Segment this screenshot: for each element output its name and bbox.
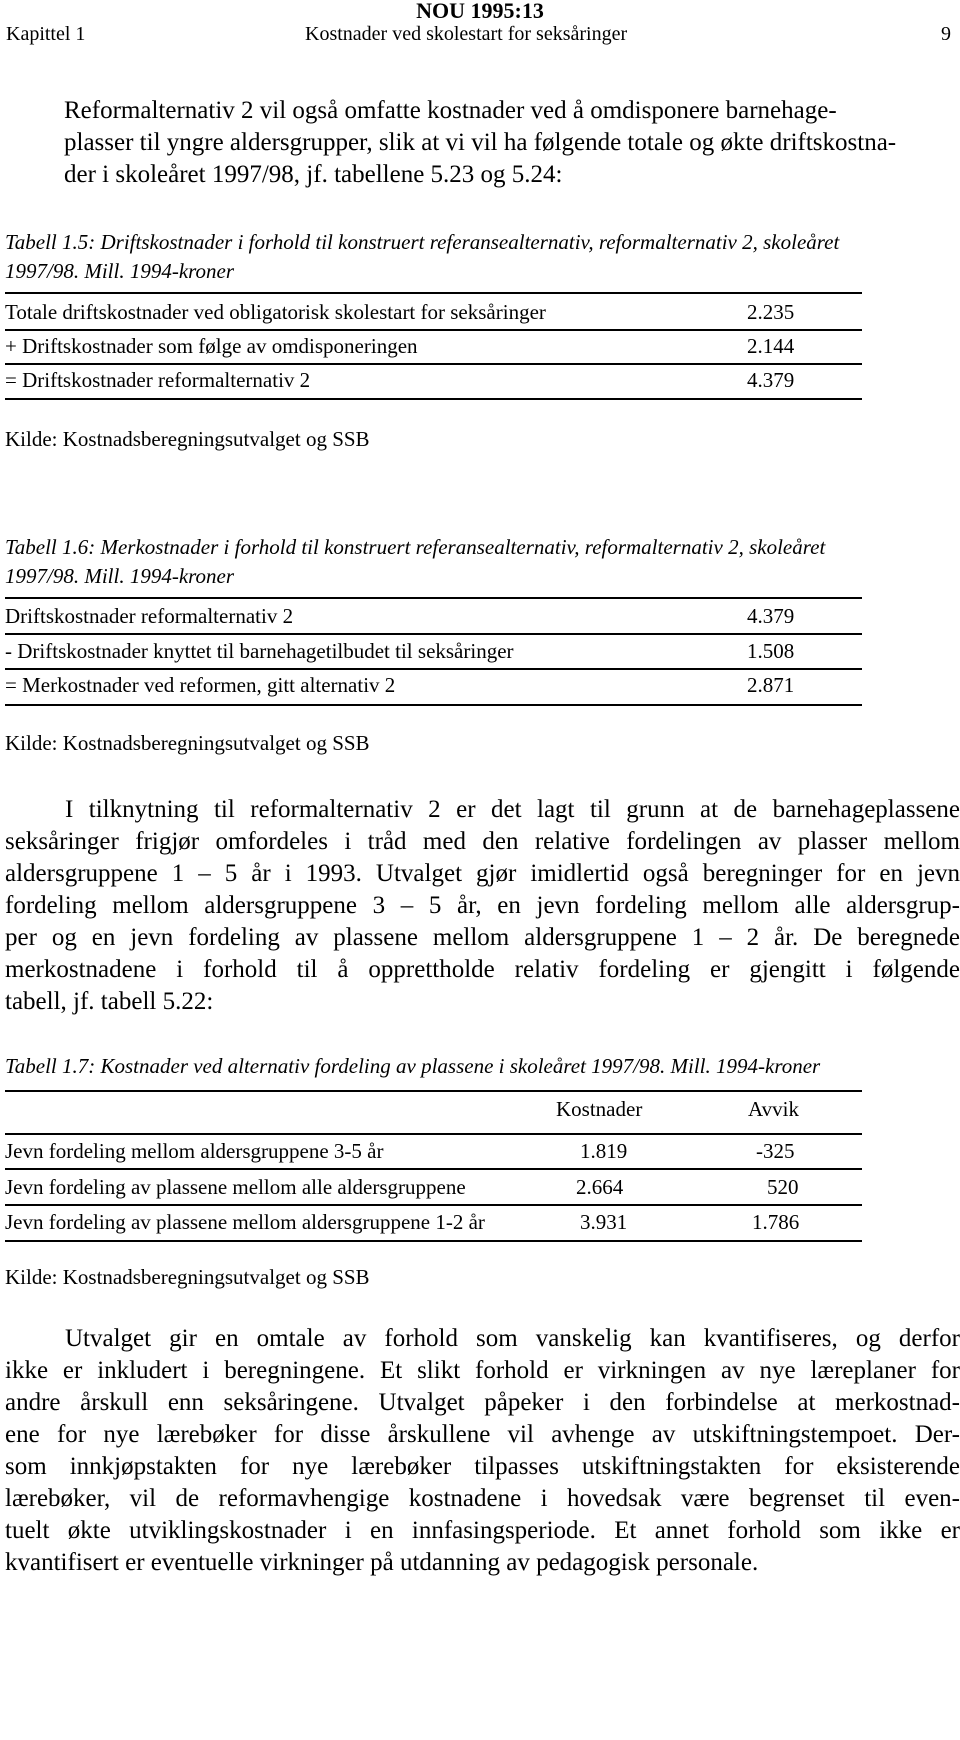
text-line: plasser til yngre aldersgrupper, slik at vi vil ha følgende totale og økte driftskostna- xyxy=(64,129,897,156)
text-line: aldersgruppene 1 – 5 år i 1993. Utvalget gjør imidlertid også beregninger for en jevn xyxy=(5,860,960,887)
table-rule xyxy=(5,1204,862,1206)
table-source: Kilde: Kostnadsberegningsutvalget og SSB xyxy=(5,731,370,755)
column-header-deviation: Avvik xyxy=(748,1097,799,1121)
intro-paragraph xyxy=(64,95,944,191)
table-row-value: 4.379 xyxy=(747,368,795,392)
report-number: NOU 1995:13 xyxy=(416,0,544,23)
table-cell-cost: 3.931 xyxy=(580,1210,628,1234)
body-paragraph xyxy=(5,1323,960,1579)
table-row-value: 2.235 xyxy=(747,300,795,324)
table-row-label: + Driftskostnader som følge av omdisponeringen xyxy=(5,334,418,358)
table-1-7-caption xyxy=(5,1052,820,1081)
column-header-costs: Kostnader xyxy=(556,1097,643,1121)
chapter-label: Kapittel 1 xyxy=(6,23,86,45)
table-row-label: Jevn fordeling av plassene mellom alle aldersgruppene xyxy=(5,1175,466,1199)
table-rule xyxy=(5,398,862,400)
table-cell-deviation: 520 xyxy=(767,1175,799,1199)
text-line: Utvalget gir en omtale av forhold som vanskelig kan kvantifiseres, og derfor xyxy=(65,1325,960,1352)
table-1-6-caption xyxy=(5,533,825,591)
table-rule xyxy=(5,1090,862,1092)
table-rule xyxy=(5,1240,862,1242)
table-cell-cost: 1.819 xyxy=(580,1139,628,1163)
text-line: som innkjøpstakten for nye lærebøker tilpasses utskiftningstakten for eksisterende xyxy=(5,1453,960,1480)
text-line: der i skoleåret 1997/98, jf. tabellene 5.23 og 5.24: xyxy=(64,161,563,188)
caption-line: Tabell 1.7: Kostnader ved alternativ fordeling av plassene i skoleåret 1997/98. Mill. 1994-kroner xyxy=(5,1054,821,1078)
table-row-value: 2.144 xyxy=(747,334,795,358)
text-line: tuelt økte utviklingskostnader i en innfasingsperiode. Et annet forhold som ikke er xyxy=(5,1517,960,1544)
table-rule xyxy=(5,1133,862,1135)
section-title: Kostnader ved skolestart for seksåringer xyxy=(305,23,628,45)
table-rule xyxy=(5,597,862,599)
caption-line: Tabell 1.5: Driftskostnader i forhold til konstruert referansealternativ, reformalternativ 2, skoleåret xyxy=(5,230,840,254)
caption-line: Tabell 1.6: Merkostnader i forhold til konstruert referansealternativ, reformalternativ 2, skoleåret xyxy=(5,535,826,559)
table-row-label: - Driftskostnader knyttet til barnehagetilbudet til seksåringer xyxy=(5,639,514,663)
table-cell-deviation: 1.786 xyxy=(752,1210,800,1234)
table-row-label: Jevn fordeling av plassene mellom aldersgruppene 1-2 år xyxy=(5,1210,485,1234)
table-rule xyxy=(5,363,862,365)
table-row-label: = Driftskostnader reformalternativ 2 xyxy=(5,368,311,392)
table-row-value: 4.379 xyxy=(747,604,795,628)
table-rule xyxy=(5,668,862,670)
text-line: kvantifisert er eventuelle virkninger på utdanning av pedagogisk personale. xyxy=(5,1549,759,1576)
table-row-value: 1.508 xyxy=(747,639,795,663)
table-row-label: Driftskostnader reformalternativ 2 xyxy=(5,604,294,628)
text-line: ene for nye lærebøker for disse årskullene vil avhenge av utskiftningstempoet. Der- xyxy=(5,1421,960,1448)
table-rule xyxy=(5,329,862,331)
table-row-label: Totale driftskostnader ved obligatorisk skolestart for seksåringer xyxy=(5,300,546,324)
table-cell-cost: 2.664 xyxy=(576,1175,624,1199)
table-rule xyxy=(5,704,862,706)
text-line: tabell, jf. tabell 5.22: xyxy=(5,988,214,1015)
table-rule xyxy=(5,1168,862,1170)
table-rule xyxy=(5,633,862,635)
text-line: Reformalternativ 2 vil også omfatte kostnader ved å omdisponere barnehage- xyxy=(64,97,837,124)
table-1-5-caption xyxy=(5,228,839,286)
table-row-value: 2.871 xyxy=(747,673,795,697)
text-line: I tilknytning til reformalternativ 2 er det lagt til grunn at de barnehageplassene xyxy=(65,796,960,823)
caption-line: 1997/98. Mill. 1994-kroner xyxy=(5,564,235,588)
text-line: andre årskull enn seksåringene. Utvalget påpeker i den forbindelse at merkostnad- xyxy=(5,1389,960,1416)
text-line: ikke er inkludert i beregningene. Et slikt forhold er virkningen av nye læreplaner for xyxy=(5,1357,960,1384)
table-source: Kilde: Kostnadsberegningsutvalget og SSB xyxy=(5,1265,370,1289)
table-cell-deviation: -325 xyxy=(756,1139,795,1163)
body-paragraph xyxy=(5,794,960,1018)
table-row-label: Jevn fordeling mellom aldersgruppene 3-5 år xyxy=(5,1139,384,1163)
text-line: fordeling mellom aldersgruppene 3 – 5 år, en jevn fordeling mellom alle aldersgrup- xyxy=(5,892,960,919)
text-line: seksåringer frigjør omfordeles i tråd med den relative fordelingen av plasser mellom xyxy=(5,828,960,855)
text-line: per og en jevn fordeling av plassene mellom aldersgruppene 1 – 2 år. De beregnede xyxy=(5,924,960,951)
page-number: 9 xyxy=(941,23,951,45)
table-rule xyxy=(5,292,862,294)
caption-line: 1997/98. Mill. 1994-kroner xyxy=(5,259,235,283)
table-source: Kilde: Kostnadsberegningsutvalget og SSB xyxy=(5,427,370,451)
table-row-label: = Merkostnader ved reformen, gitt alternativ 2 xyxy=(5,673,396,697)
text-line: lærebøker, vil de reformavhengige kostnadene i hovedsak være begrenset til even- xyxy=(5,1485,960,1512)
text-line: merkostnadene i forhold til å opprettholde relativ fordeling er gjengitt i følgende xyxy=(5,956,960,983)
